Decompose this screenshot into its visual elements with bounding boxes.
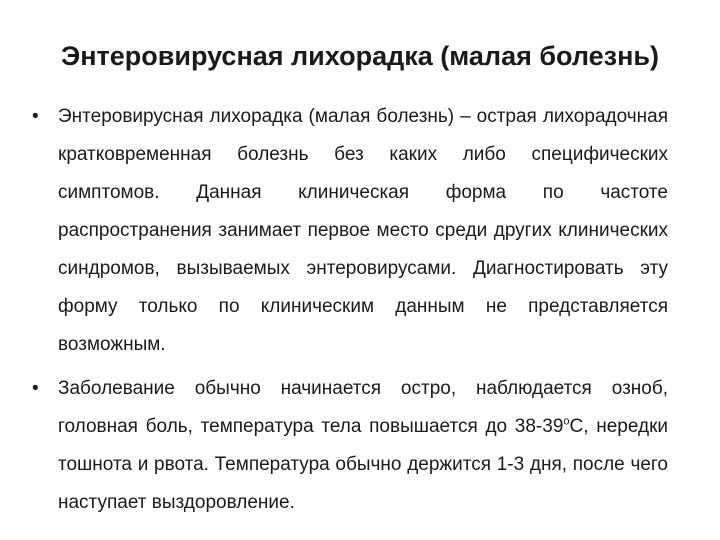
bullet-text [58,370,668,522]
bullet-list [30,98,668,528]
bullet-text: Энтеровирусная лихорадка (малая болезнь) – острая лихорадочная кратковременная болезнь без каких либо специфических симптомов. Данная клиническая форма по частоте распространения занимает первое место среди других клинических синдромов, вызываемых энтеровирусами. Диагностировать эту форму только по клиническим данным не представляется возможным. [58,106,668,355]
bullet-text-part: С, нередки тошнота и рвота. Температура обычно держится 1-3 дня, после чего наступает выздоровление. [58,416,668,513]
bullet-marker: • [32,106,39,127]
bullet-text-part: Заболевание обычно начинается остро, наблюдается озноб, головная боль, температура тела повышается до 38-39 [58,378,668,437]
bullet-marker: • [32,378,39,399]
bullet-item [30,370,668,522]
bullet-item [30,98,668,364]
degree-superscript: о [563,415,570,428]
slide-title: Энтеровирусная лихорадка (малая болезнь) [61,41,659,71]
